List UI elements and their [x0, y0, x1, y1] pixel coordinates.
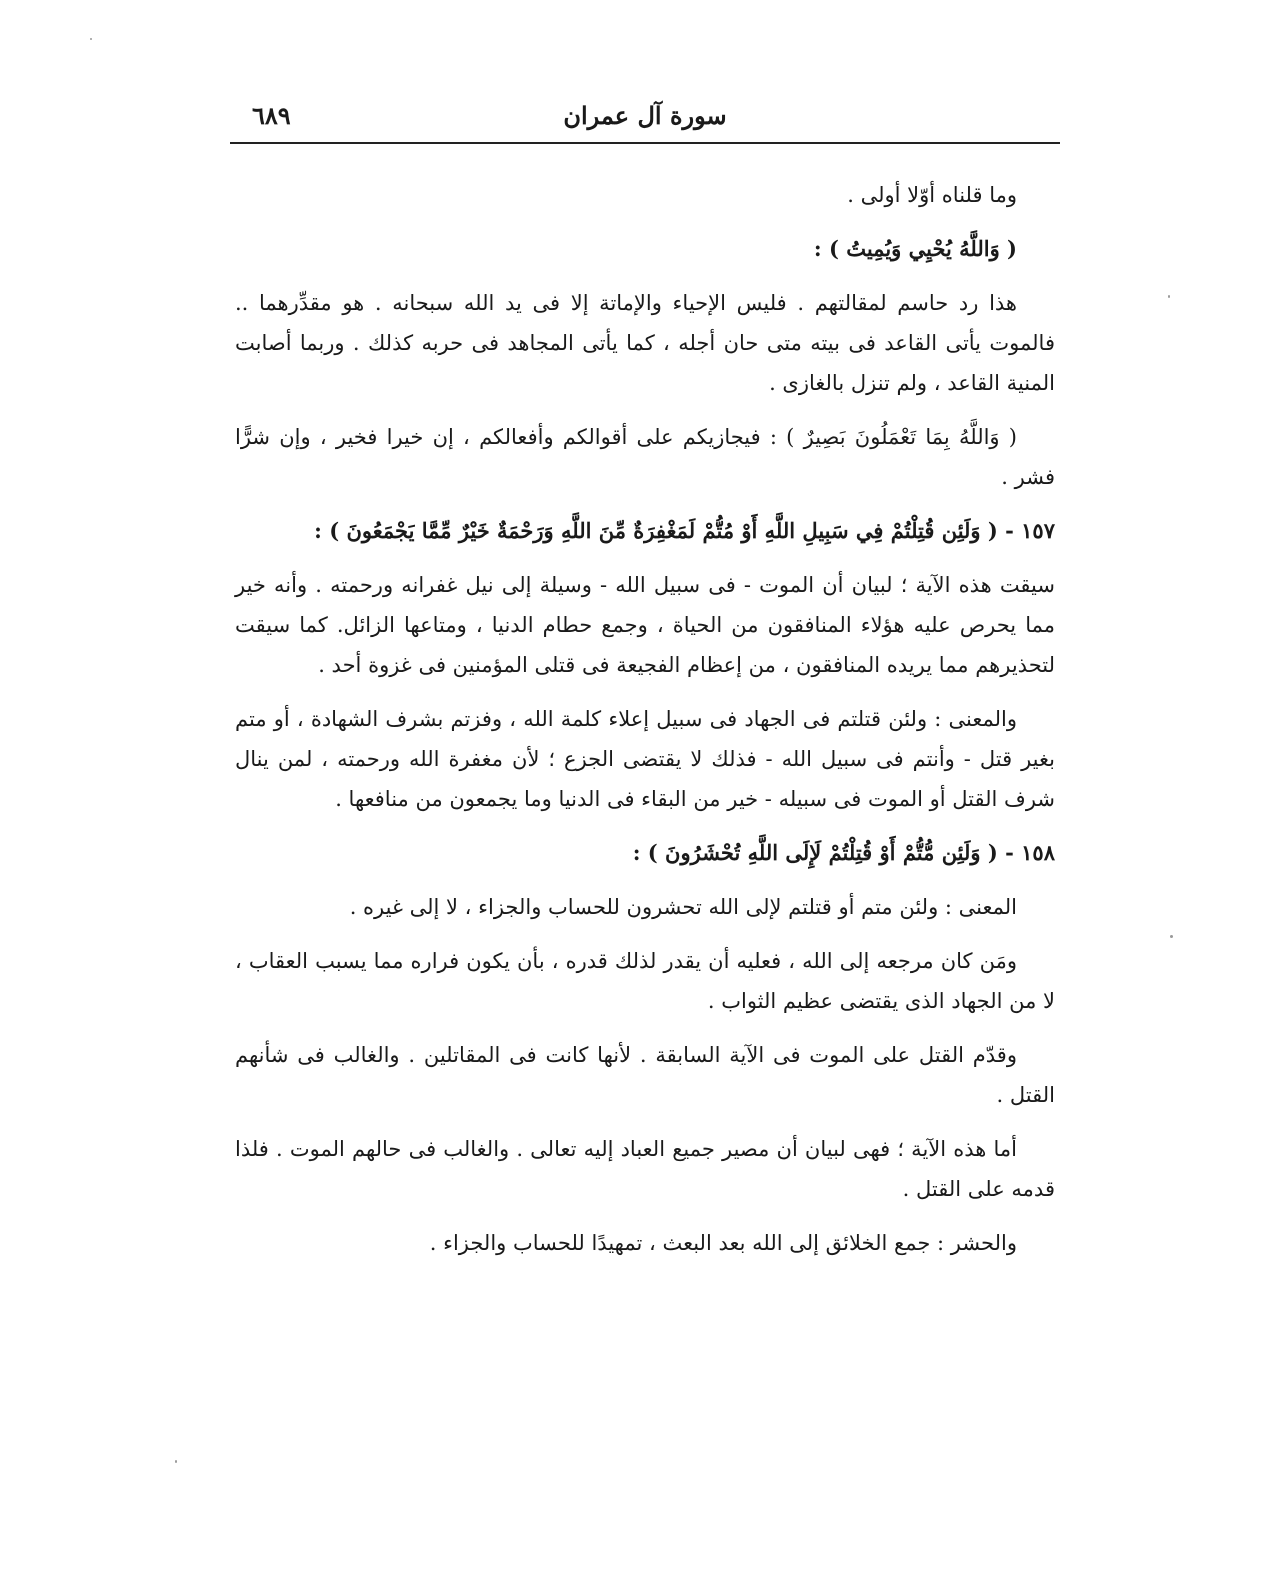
paragraph: ( وَاللَّهُ بِمَا تَعْمَلُونَ بَصِيرٌ ) : فيجازيكم على أقوالكم وأفعالكم ، إن خيرا فخير ، وإن شرًّا فشر . [235, 425, 1055, 489]
paragraph: والحشر : جمع الخلائق إلى الله بعد البعث ، تمهيدًا للحساب والجزاء . [429, 1231, 1017, 1255]
header-divider [230, 142, 1060, 144]
paragraph: سيقت هذه الآية ؛ لبيان أن الموت - فى سبيل الله - وسيلة إلى نيل غفرانه ورحمته . وأنه خير مما يحرص عليه هؤلاء المنافقون من الحياة ، وجمع حطام الدنيا ، ومتاعها الزائل. كما سيقت لتحذيرهم مما يريده المنافقون ، من إعظام الفجيعة فى قتلى المؤمنين فى غزوة أحد . [235, 573, 1055, 677]
paragraph: المعنى : ولئن متم أو قتلتم لإلى الله تحشرون للحساب والجزاء ، لا إلى غيره . [349, 895, 1017, 919]
scan-speck [1170, 935, 1173, 938]
surah-title: سورة آل عمران [563, 101, 727, 130]
scan-speck [1168, 295, 1170, 298]
page-number: ٦٨٩ [252, 101, 291, 130]
page-body [235, 175, 1055, 1277]
page-header [230, 95, 1060, 145]
paragraph: والمعنى : ولئن قتلتم فى الجهاد فى سبيل إعلاء كلمة الله ، وفزتم بشرف الشهادة ، أو متم بغير قتل - وأنتم فى سبيل الله - فذلك لا يقتضى الجزع ؛ لأن مغفرة الله ورحمته ، لمن ينال شرف القتل أو الموت فى سبيله - خير من البقاء فى الدنيا وما يجمعون من منافعها . [235, 707, 1055, 811]
verse-quote: ( وَاللَّهُ يُحْيِي وَيُمِيتُ ) : [813, 236, 1017, 261]
paragraph: وقدّم القتل على الموت فى الآية السابقة . لأنها كانت فى المقاتلين . والغالب فى شأنهم القتل . [235, 1043, 1055, 1107]
scan-speck [90, 38, 92, 40]
paragraph: أما هذه الآية ؛ فهى لبيان أن مصير جميع العباد إليه تعالى . والغالب فى حالهم الموت . فلذا قدمه على القتل . [235, 1137, 1055, 1201]
scan-speck [175, 1460, 177, 1463]
verse-heading-158: ١٥٨ - ( وَلَئِن مُّتُّمْ أَوْ قُتِلْتُمْ لَإِلَى اللَّهِ تُحْشَرُونَ ) : [632, 840, 1055, 865]
paragraph: وما قلناه أوّلا أولى . [847, 183, 1017, 207]
paragraph: هذا رد حاسم لمقالتهم . فليس الإحياء والإماتة إلا فى يد الله سبحانه . هو مقدِّرهما .. فالموت يأتى القاعد فى بيته متى حان أجله ، كما يأتى المجاهد فى حربه كذلك . وربما أصابت المنية القاعد ، ولم تنزل بالغازى . [235, 291, 1055, 395]
paragraph: ومَن كان مرجعه إلى الله ، فعليه أن يقدر لذلك قدره ، بأن يكون فراره مما يسبب العقاب ، لا من الجهاد الذى يقتضى عظيم الثواب . [235, 949, 1055, 1013]
verse-heading-157: ١٥٧ - ( وَلَئِن قُتِلْتُمْ فِي سَبِيلِ اللَّهِ أَوْ مُتُّمْ لَمَغْفِرَةٌ مِّنَ اللَّهِ وَرَحْمَةٌ خَيْرٌ مِّمَّا يَجْمَعُونَ ) : [314, 518, 1055, 543]
